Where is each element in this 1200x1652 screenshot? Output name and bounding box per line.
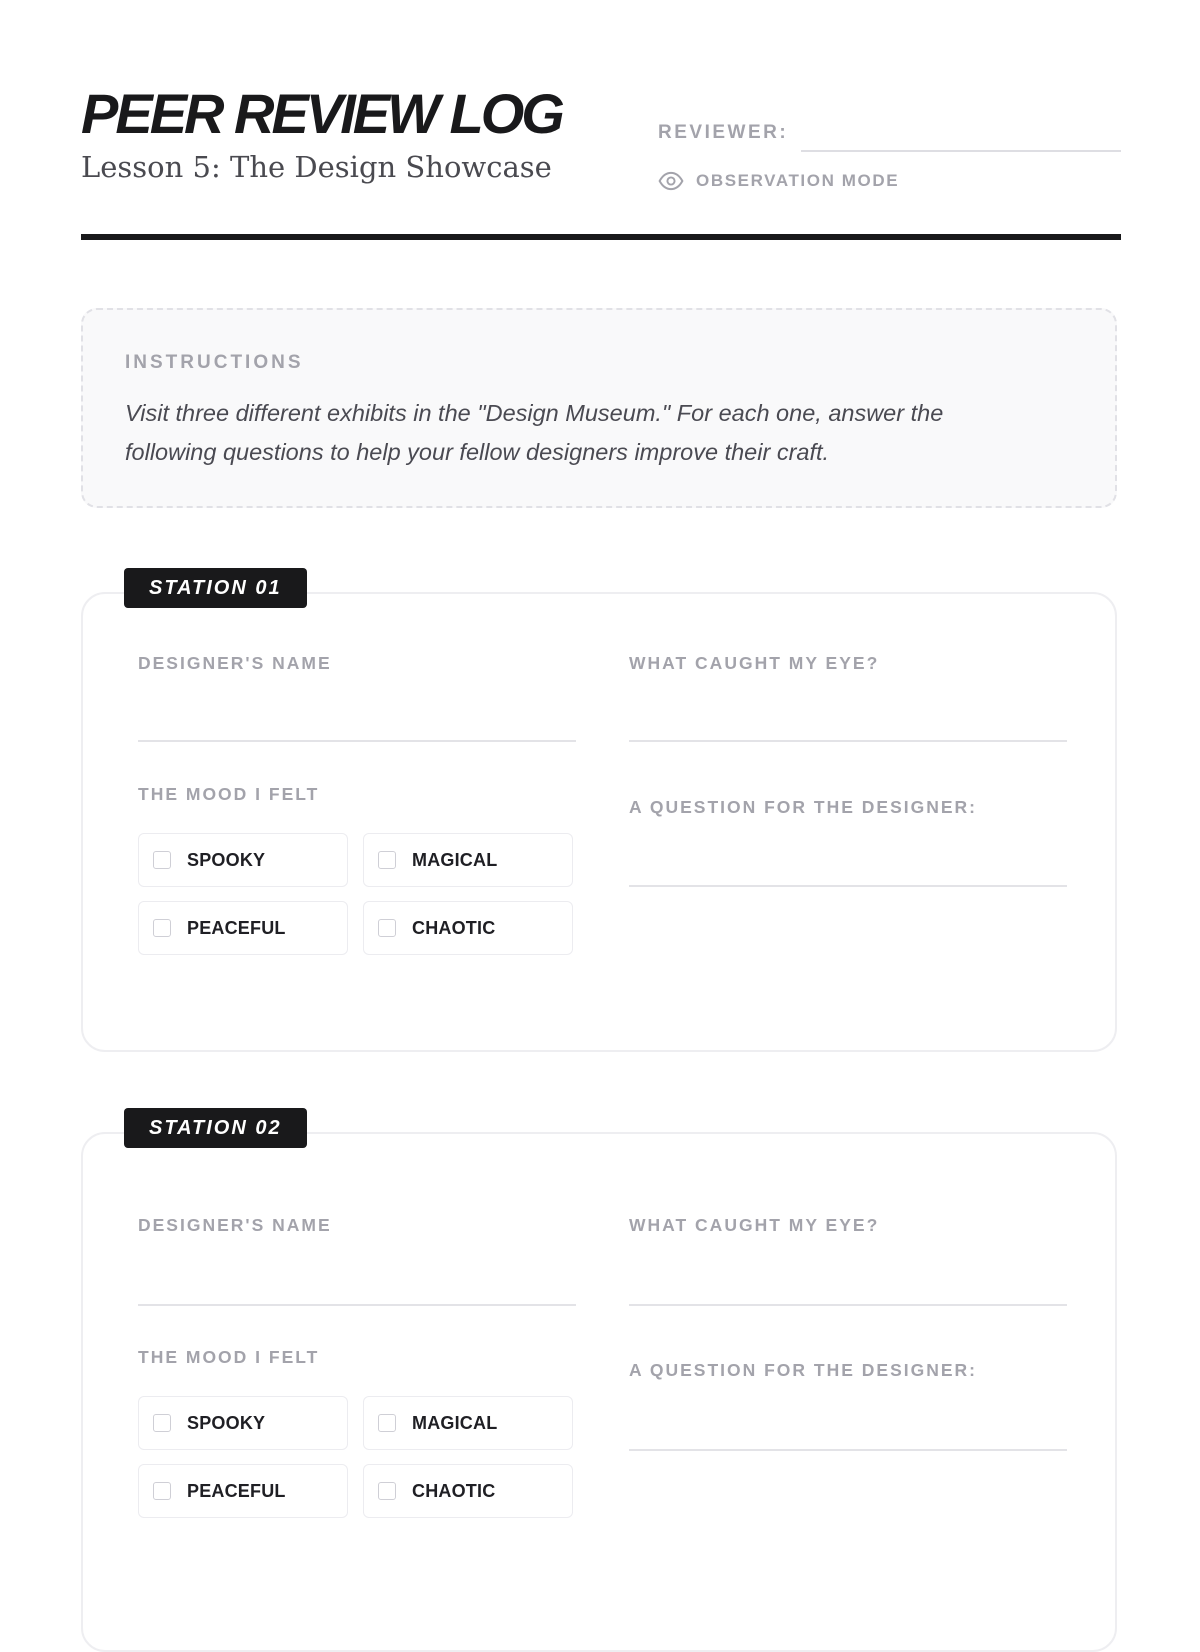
mood-option-label: SPOOKY [187,1412,266,1433]
eye-icon [658,168,684,194]
station-section [81,1108,1121,1600]
mood-option-label: CHAOTIC [412,917,496,938]
instructions-panel [81,308,1117,508]
page-header [81,80,1121,242]
station-badge: STATION 01 [124,568,307,608]
designer-name-label: DESIGNER'S NAME [138,1215,332,1235]
reviewer-label: REVIEWER: [658,122,789,143]
question-input[interactable] [629,1449,1067,1451]
mood-option-spooky[interactable] [138,1396,348,1450]
designer-name-label: DESIGNER'S NAME [138,653,332,673]
mood-option-label: PEACEFUL [187,1480,286,1501]
mood-label: THE MOOD I FELT [138,784,320,804]
question-label: A QUESTION FOR THE DESIGNER: [629,797,978,817]
header-divider [81,234,1121,240]
mood-option-label: MAGICAL [412,849,498,870]
checkbox[interactable] [378,1414,396,1432]
checkbox[interactable] [153,1482,171,1500]
page-subtitle: Lesson 5: The Design Showcase [81,150,552,184]
instructions-heading: INSTRUCTIONS [125,352,304,373]
mood-option-spooky[interactable] [138,833,348,887]
checkbox[interactable] [378,851,396,869]
observation-mode-indicator [658,168,899,194]
mood-option-label: PEACEFUL [187,917,286,938]
reviewer-input[interactable] [801,150,1121,152]
mood-option-chaotic[interactable] [363,1464,573,1518]
page-title: PEER REVIEW LOG [81,82,562,145]
checkbox[interactable] [153,851,171,869]
mood-option-magical[interactable] [363,1396,573,1450]
eye-catch-input[interactable] [629,1304,1067,1306]
station-section [81,568,1121,1052]
station-card [81,592,1117,1052]
question-label: A QUESTION FOR THE DESIGNER: [629,1360,978,1380]
mood-option-magical[interactable] [363,833,573,887]
mood-option-peaceful[interactable] [138,901,348,955]
mood-option-label: MAGICAL [412,1412,498,1433]
eye-catch-input[interactable] [629,740,1067,742]
question-input[interactable] [629,885,1067,887]
instructions-line: following questions to help your fellow designers improve their craft. [125,439,830,465]
instructions-line: Visit three different exhibits in the "Design Museum." For each one, answer the [125,400,944,426]
designer-name-input[interactable] [138,1304,576,1306]
designer-name-input[interactable] [138,740,576,742]
mood-option-chaotic[interactable] [363,901,573,955]
checkbox[interactable] [153,1414,171,1432]
eye-catch-label: WHAT CAUGHT MY EYE? [629,653,880,673]
eye-catch-label: WHAT CAUGHT MY EYE? [629,1215,880,1235]
observation-mode-label: OBSERVATION MODE [696,171,900,190]
checkbox[interactable] [378,919,396,937]
station-card [81,1132,1117,1652]
checkbox[interactable] [153,919,171,937]
checkbox[interactable] [378,1482,396,1500]
instructions-text [125,394,1073,472]
mood-option-label: SPOOKY [187,849,266,870]
mood-label: THE MOOD I FELT [138,1347,320,1367]
mood-option-peaceful[interactable] [138,1464,348,1518]
mood-option-label: CHAOTIC [412,1480,496,1501]
station-badge: STATION 02 [124,1108,307,1148]
